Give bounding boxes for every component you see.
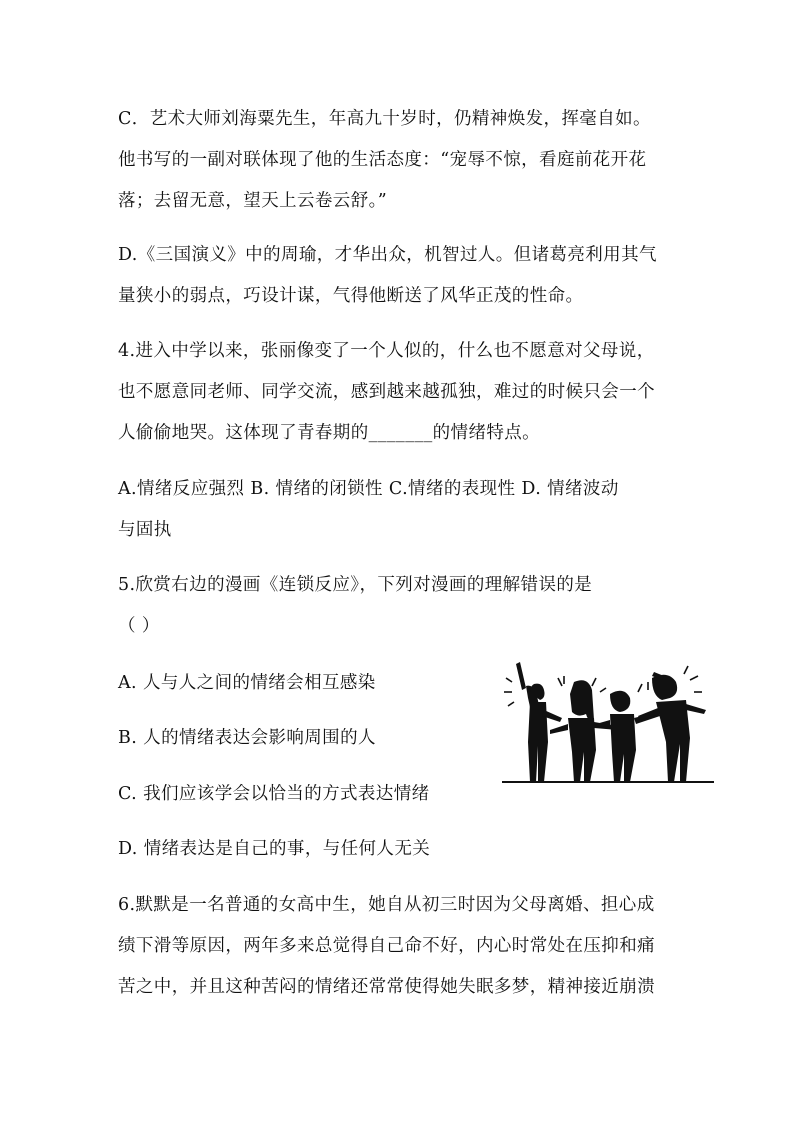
q5-stem-line-2: （ ） [118, 616, 160, 636]
q4-stem-line-1: 4.进入中学以来，张丽像变了一个人似的，什么也不愿意对父母说， [118, 341, 655, 361]
q5-option-a: A. 人与人之间的情绪会相互感染 [118, 673, 376, 693]
q5-stem-line-1: 5.欣赏右边的漫画《连锁反应》，下列对漫画的理解错误的是 [118, 575, 593, 595]
q6-stem-line-1: 6.默默是一名普通的女高中生，她自从初三时因为父母离婚、担心成 [118, 895, 655, 915]
q3-option-c-line-1: C．艺术大师刘海粟先生，年高九十岁时，仍精神焕发，挥毫自如。 [118, 109, 651, 129]
q4-options-line-1: A.情绪反应强烈 B. 情绪的闭锁性 C.情绪的表现性 D. 情绪波动 [118, 479, 619, 499]
q3-option-d-line-1: D.《三国演义》中的周瑜，才华出众，机智过人。但诸葛亮利用其气 [118, 245, 657, 265]
q5-option-c: C. 我们应该学会以恰当的方式表达情绪 [118, 784, 430, 804]
q4-stem-line-2: 也不愿意同老师、同学交流，感到越来越孤独，难过的时候只会一个 [118, 382, 655, 402]
q4-options-line-2: 与固执 [118, 520, 172, 540]
chain-reaction-cartoon [502, 658, 714, 786]
q3-option-d-line-2: 量狭小的弱点，巧设计谋，气得他断送了风华正茂的性命。 [118, 286, 584, 306]
q5-option-b: B. 人的情绪表达会影响周围的人 [118, 728, 376, 748]
q6-stem-line-2: 绩下滑等原因，两年多来总觉得自己命不好，内心时常处在压抑和痛 [118, 936, 655, 956]
q6-stem-line-3: 苦之中，并且这种苦闷的情绪还常常使得她失眠多梦，精神接近崩溃 [118, 977, 655, 997]
q5-option-d: D. 情绪表达是自己的事，与任何人无关 [118, 839, 431, 859]
q3-option-c-line-3: 落；去留无意，望天上云卷云舒。” [118, 191, 388, 211]
q3-option-c-line-2: 他书写的一副对联体现了他的生活态度：“宠辱不惊，看庭前花开花 [118, 150, 647, 170]
q4-stem-line-3: 人偷偷地哭。这体现了青春期的_______的情绪特点。 [118, 423, 541, 443]
